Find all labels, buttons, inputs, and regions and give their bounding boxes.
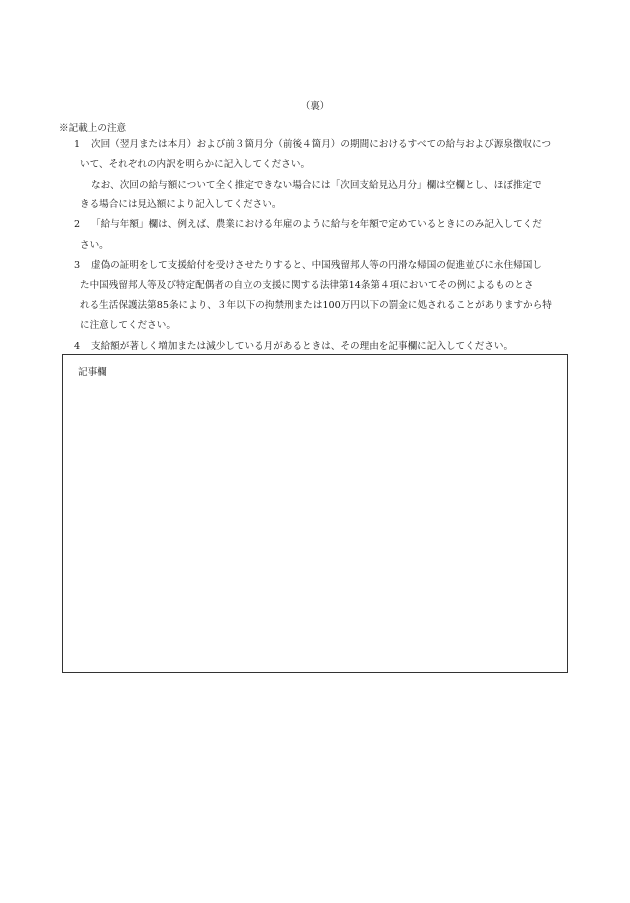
note-3-line-1: 虚偽の証明をして支援給付を受けさせたりすると、中国残留邦人等の円滑な帰国の促進並びに永住帰国し	[91, 260, 542, 271]
note-1-line-3: なお、次回の給与額について全く推定できない場合には「次回支給見込月分」欄は空欄とし、ほぼ推定で	[91, 180, 542, 191]
note-4-line-1: 支給額が著しく増加または減少している月があるときは、その理由を記事欄に記入してください。	[91, 341, 514, 352]
page-heading: （裏）	[300, 101, 330, 112]
note-4-number: 4	[74, 341, 81, 352]
note-1-line-1: 次回（翌月または本月）および前３箇月分（前後４箇月）の期間におけるすべての給与および源泉徴収につ	[91, 139, 552, 150]
memo-box[interactable]	[62, 354, 568, 673]
note-3-number: 3	[74, 260, 81, 271]
note-3-line-3: れる生活保護法第85条により、３年以下の拘禁刑または100万円以下の罰金に処されることがありますから特	[80, 300, 552, 311]
note-1-line-4: きる場合には見込額により記入してください。	[80, 199, 282, 210]
note-2-line-2: さい。	[80, 240, 109, 251]
note-1-number: 1	[74, 139, 81, 150]
notes-title: ※記載上の注意	[59, 123, 127, 134]
note-2-line-1: 「給与年額」欄は、例えば、農業における年雇のように給与を年額で定めているときにのみ記入してくだ	[91, 219, 542, 230]
note-3-line-2: た中国残留邦人等及び特定配偶者の自立の支援に関する法律第14条第４項においてその例によるものとさ	[80, 280, 534, 291]
note-2-number: 2	[74, 219, 81, 230]
note-1-line-2: いて、それぞれの内訳を明らかに記入してください。	[80, 159, 311, 170]
note-3-line-4: に注意してください。	[80, 320, 176, 331]
memo-label: 記事欄	[78, 367, 107, 378]
